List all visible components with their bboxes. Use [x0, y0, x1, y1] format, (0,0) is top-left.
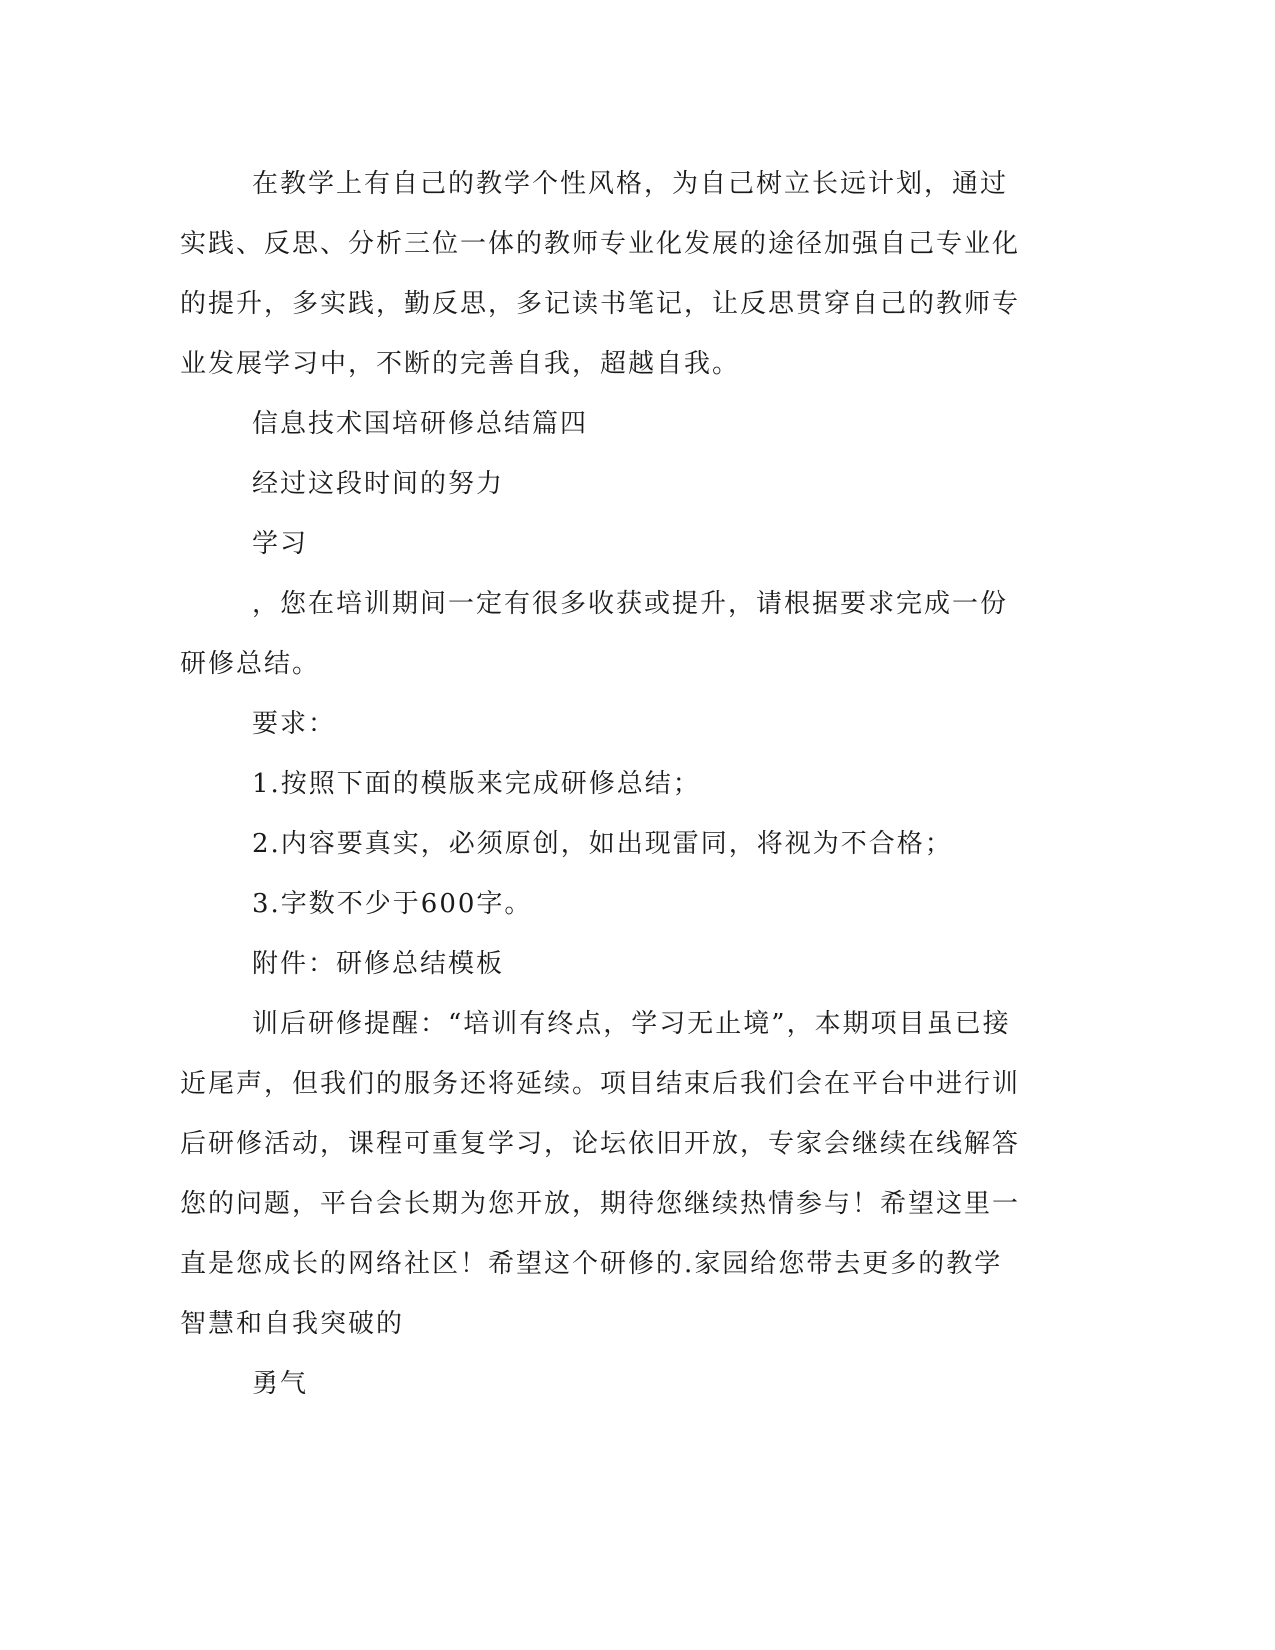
- paragraph-effort: 经过这段时间的努力: [252, 469, 505, 499]
- requirement-item-1: 1.按照下面的模版来完成研修总结；: [252, 769, 701, 799]
- paragraph-teaching-style: 在教学上有自己的教学个性风格，为自己树立长远计划，通过实践、反思、分析三位一体的教师专业化发展的途径加强自己专业化的提升，多实践，勤反思，多记读书笔记，让反思贯穿自己的教师专业发展学习中，不断的完善自我，超越自我。: [180, 169, 1021, 379]
- section-heading: 信息技术国培研修总结篇四: [252, 409, 589, 439]
- requirement-item-2: 2.内容要真实，必须原创，如出现雷同，将视为不合格；: [252, 829, 953, 859]
- paragraph-reminder: 训后研修提醒：“培训有终点，学习无止境”，本期项目虽已接近尾声，但我们的服务还将延续。项目结束后我们会在平台中进行训后研修活动，课程可重复学习，论坛依旧开放，专家会继续在线解答您的问题，平台会长期为您开放，期待您继续热情参与！希望这里一直是您成长的网络社区！希望这个研修的.家园给您带去更多的教学智慧和自我突破的: [180, 1009, 1021, 1339]
- paragraph-courage: 勇气: [252, 1369, 309, 1399]
- paragraph-harvest: ，您在培训期间一定有很多收获或提升，请根据要求完成一份研修总结。: [180, 589, 1009, 679]
- requirements-label: 要求：: [252, 709, 337, 739]
- document-body: [180, 154, 1030, 1414]
- paragraph-study: 学习: [252, 529, 309, 559]
- requirement-item-3: 3.字数不少于600字。: [252, 889, 533, 919]
- attachment-line: 附件：研修总结模板: [252, 949, 505, 979]
